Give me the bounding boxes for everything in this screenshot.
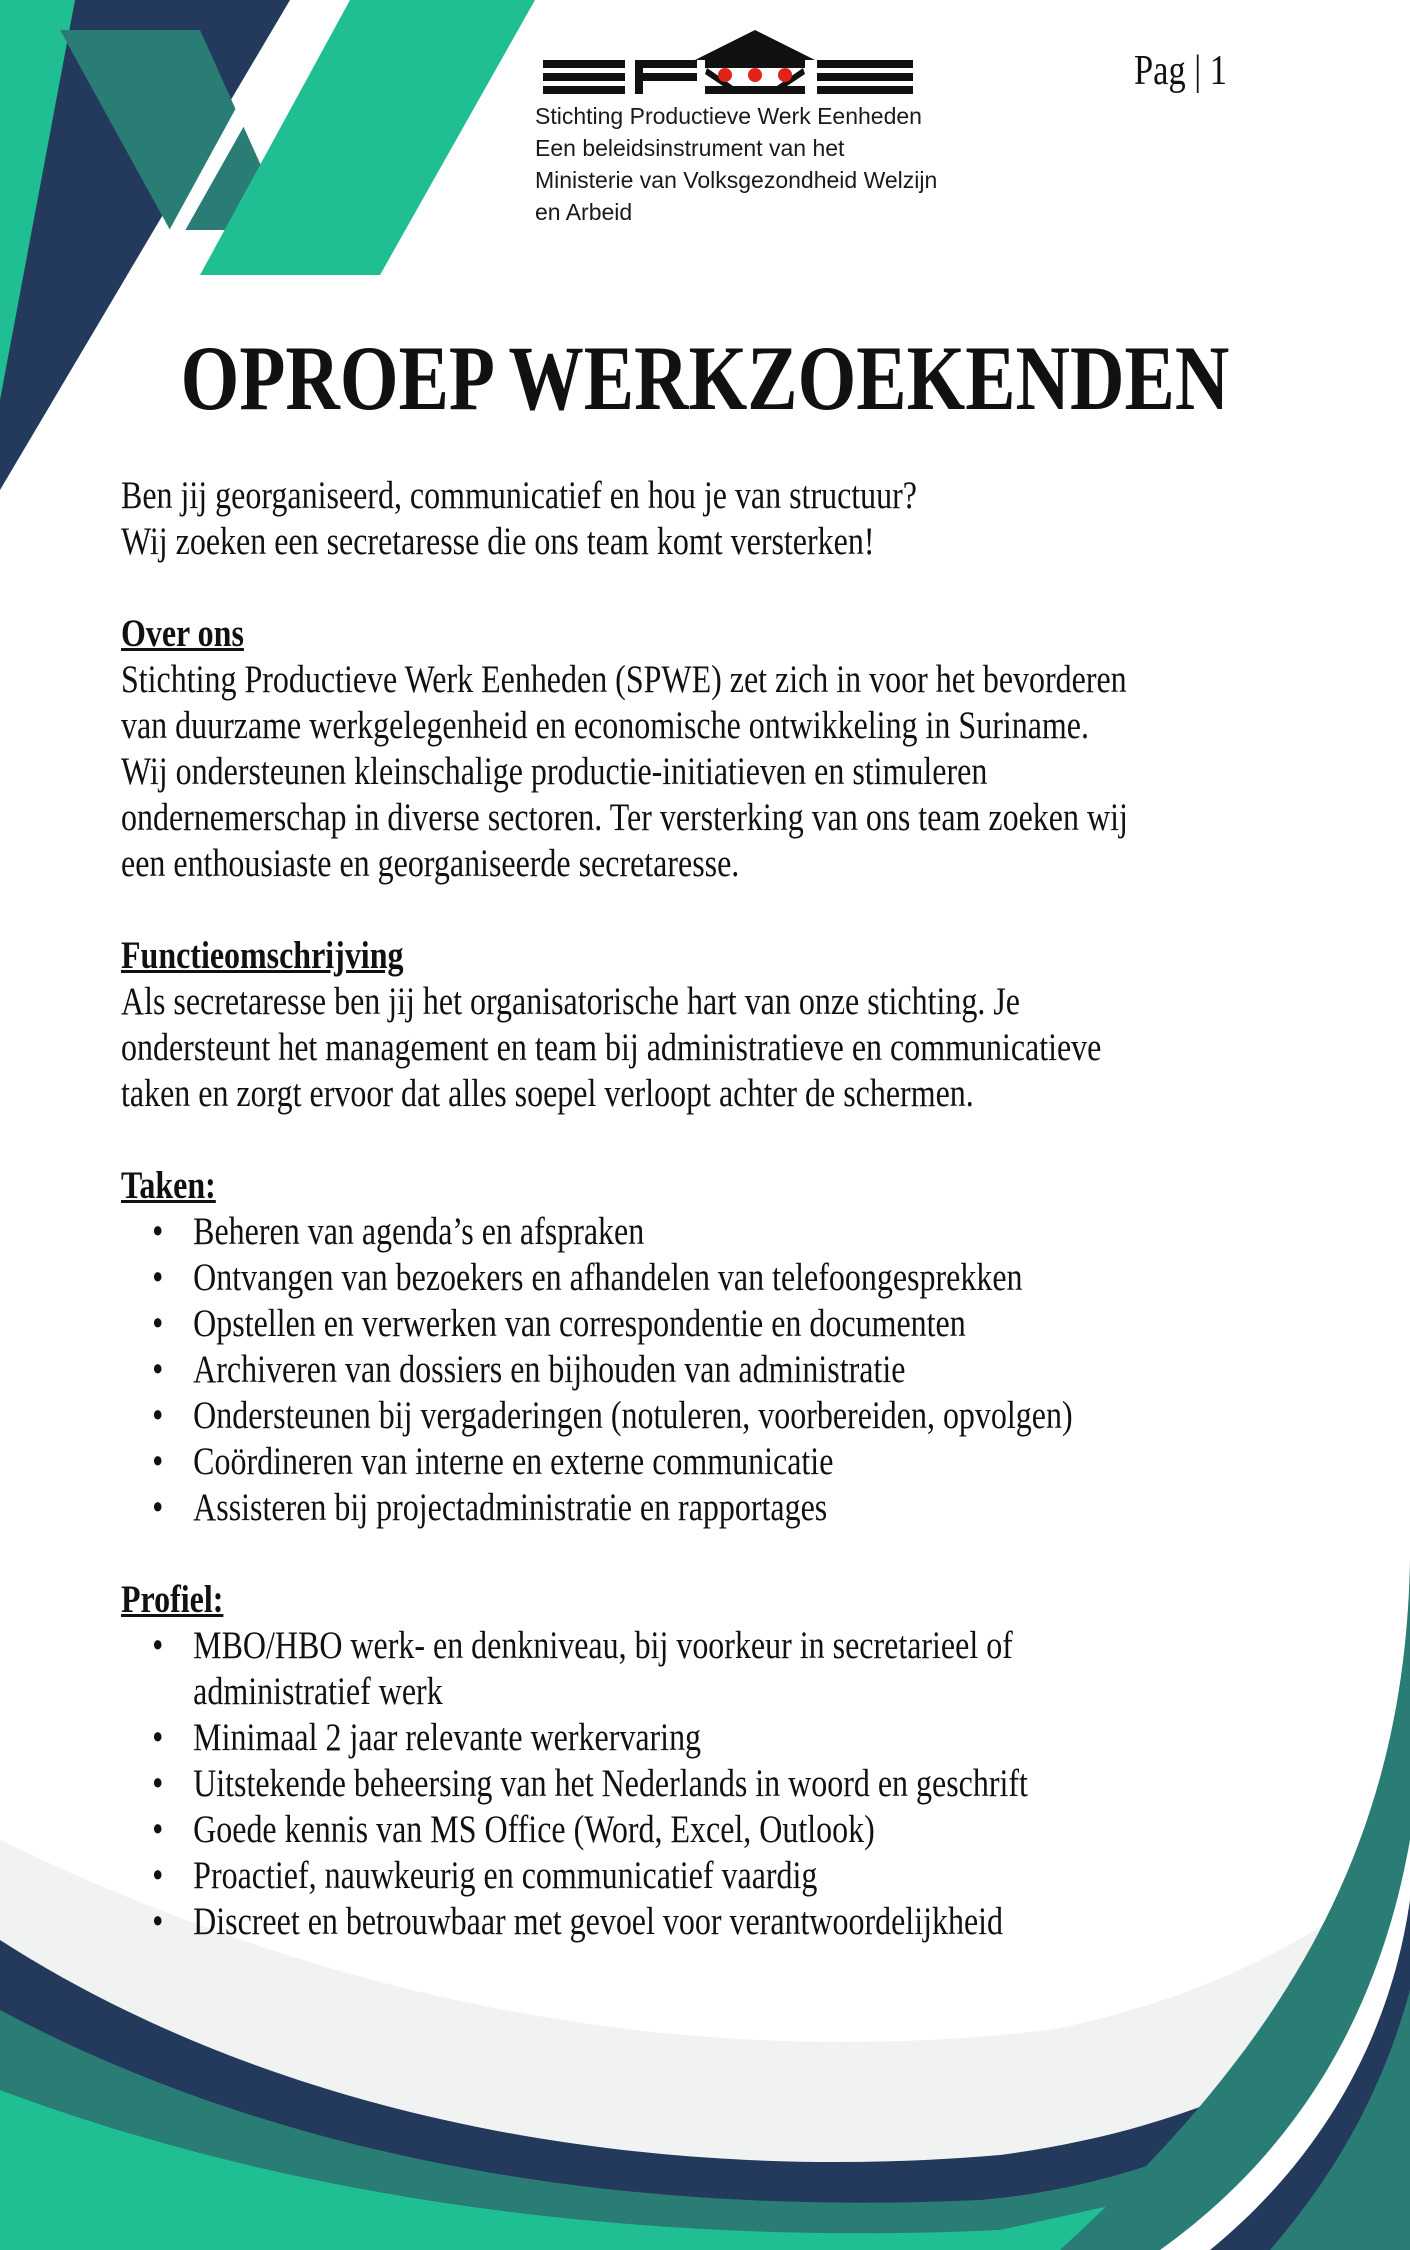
list-item: [121, 1899, 1326, 1945]
intro-line: Wij zoeken een secretaresse die ons team komt versterken!: [121, 520, 875, 563]
spwe-logo: [535, 28, 1005, 228]
logo-line: en Arbeid: [535, 199, 633, 225]
list-item: [121, 1761, 1326, 1807]
list-item: • Archiveren van dossiers en bijhouden van administratie: [121, 1347, 1326, 1393]
paragraph-line: ondernemerschap in diverse sectoren. Ter versterking van ons team zoeken wij: [121, 796, 1128, 839]
document-body: [121, 473, 1326, 1945]
list-item-line: • Uitstekende beheersing van het Nederlands in woord en geschrift: [193, 1762, 1028, 1805]
section-heading-functieomschrijving: Functieomschrijving: [121, 934, 404, 977]
list-item-line: • MBO/HBO werk- en denkniveau, bij voorkeur in secretarieel of: [193, 1624, 1013, 1667]
list-item: [121, 1623, 1326, 1715]
list-item: • Ondersteunen bij vergaderingen (notuleren, voorbereiden, opvolgen): [121, 1393, 1326, 1439]
paragraph-line: Als secretaresse ben jij het organisatorische hart van onze stichting. Je: [121, 980, 1021, 1023]
paragraph-line: van duurzame werkgelegenheid en economische ontwikkeling in Suriname.: [121, 704, 1089, 747]
page-number: Pag | 1: [1134, 48, 1228, 94]
taken-list: [121, 1209, 1326, 1531]
list-item: • Beheren van agenda’s en afspraken: [121, 1209, 1326, 1255]
logo-text-block: [535, 100, 1005, 228]
list-item: [121, 1807, 1326, 1853]
paragraph-line: Wij ondersteunen kleinschalige productie-initiatieven en stimuleren: [121, 750, 988, 793]
list-item: [121, 1853, 1326, 1899]
page-title: OPROEP WERKZOEKENDEN: [180, 326, 1230, 429]
logo-line: Een beleidsinstrument van het: [535, 135, 845, 161]
list-item: • Coördineren van interne en externe communicatie: [121, 1439, 1326, 1485]
list-item-line: • Minimaal 2 jaar relevante werkervaring: [193, 1716, 702, 1759]
paragraph-line: ondersteunt het management en team bij administratieve en communicatieve: [121, 1026, 1102, 1069]
logo-line: Stichting Productieve Werk Eenheden: [535, 103, 922, 129]
list-item: • Ontvangen van bezoekers en afhandelen van telefoongesprekken: [121, 1255, 1326, 1301]
list-item-line: • Discreet en betrouwbaar met gevoel voor verantwoordelijkheid: [193, 1900, 1004, 1943]
spwe-wordmark: [535, 28, 975, 96]
list-item-line: administratief werk: [193, 1670, 443, 1713]
list-item-line: • Goede kennis van MS Office (Word, Excel, Outlook): [193, 1808, 875, 1851]
paragraph-line: Stichting Productieve Werk Eenheden (SPWE) zet zich in voor het bevorderen: [121, 658, 1127, 701]
list-item: • Opstellen en verwerken van correspondentie en documenten: [121, 1301, 1326, 1347]
section-heading-over-ons: Over ons: [121, 612, 244, 655]
profiel-list: [121, 1623, 1326, 1945]
paragraph-line: een enthousiaste en georganiseerde secretaresse.: [121, 842, 740, 885]
paragraph-line: taken en zorgt ervoor dat alles soepel verloopt achter de schermen.: [121, 1072, 974, 1115]
section-heading-taken: Taken:: [121, 1164, 216, 1207]
logo-line: Ministerie van Volksgezondheid Welzijn: [535, 167, 938, 193]
list-item: • Assisteren bij projectadministratie en rapportages: [121, 1485, 1326, 1531]
list-item-line: • Proactief, nauwkeurig en communicatief vaardig: [193, 1854, 818, 1897]
list-item: [121, 1715, 1326, 1761]
intro-line: Ben jij georganiseerd, communicatief en hou je van structuur?: [121, 474, 917, 517]
section-heading-profiel: Profiel:: [121, 1578, 224, 1621]
